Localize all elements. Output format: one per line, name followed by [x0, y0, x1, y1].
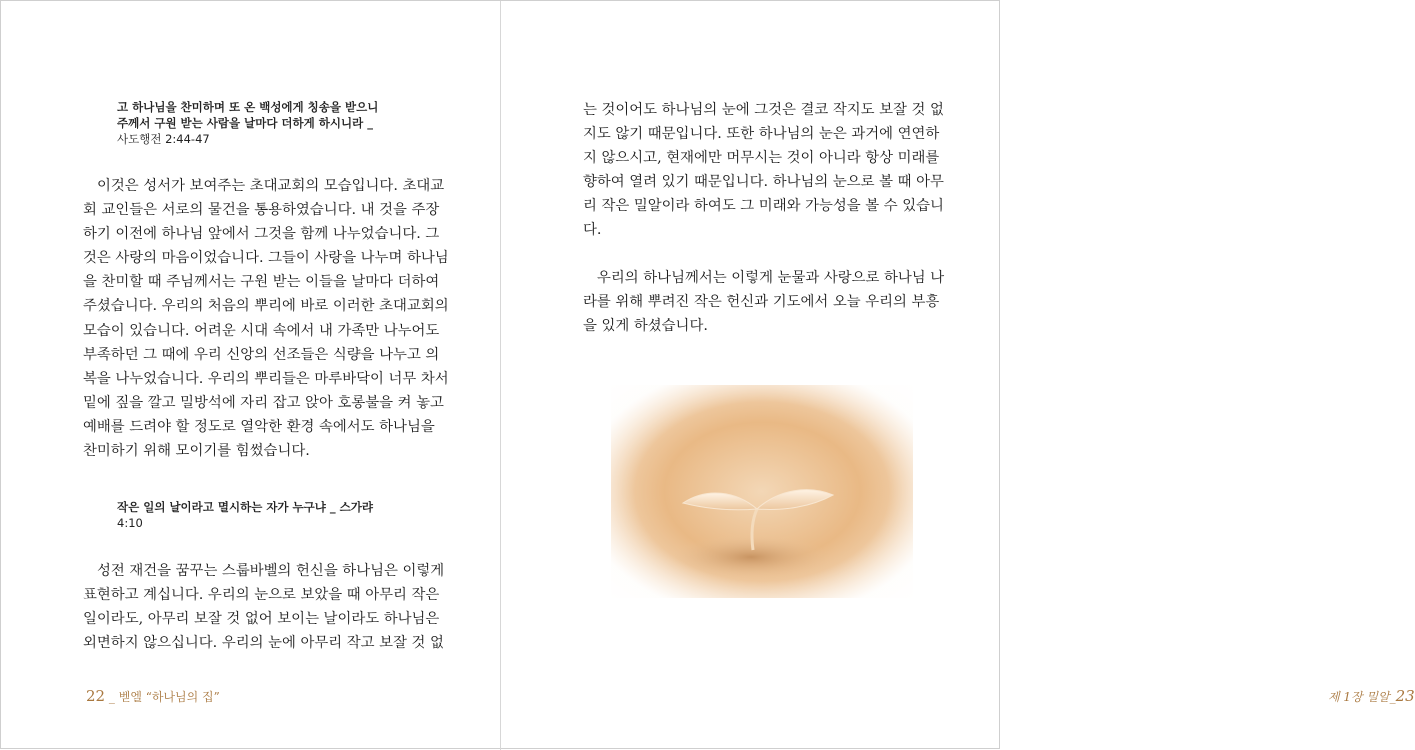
scripture-quote-acts: [117, 99, 378, 147]
text-line: 외면하지 않으십니다. 우리의 눈에 아무리 작고 보잘 것 없: [83, 635, 444, 652]
running-title: _ 벧엘 “하나님의 집”: [105, 690, 220, 704]
text-line: 찬미하기 위해 모이기를 힘썼습니다.: [83, 443, 310, 460]
body-paragraph-2: [83, 559, 444, 655]
text-line: 성전 재건을 꿈꾸는 스룹바벨의 헌신을 하나님은 이렇게: [97, 563, 445, 579]
text-line: 일이라도, 아무리 보잘 것 없어 보이는 날이라도 하나님은: [83, 611, 440, 628]
text-line: 밑에 짚을 깔고 밀방석에 자리 잡고 앉아 호롱불을 켜 놓고: [83, 394, 444, 411]
text-line: 지도 않기 때문입니다. 또한 하나님의 눈은 과거에 연연하: [583, 126, 940, 143]
text-line: 부족하던 그 때에 우리 신앙의 선조들은 식량을 나누고 의: [83, 346, 440, 363]
body-paragraph-4: [583, 266, 944, 338]
quote-reference: 4:10: [117, 516, 143, 530]
page-folio-left: [86, 687, 220, 705]
text-line: 모습이 있습니다. 어려운 시대 속에서 내 가족만 나누어도: [83, 322, 440, 339]
text-line: 표현하고 계십니다. 우리의 눈으로 보았을 때 아무리 작은: [83, 587, 440, 604]
text-line: 을 있게 하셨습니다.: [583, 318, 708, 335]
quote-reference: 사도행전 2:44-47: [117, 132, 210, 146]
quote-line: 작은 일의 날이라고 멸시하는 자가 누구냐 _ 스가랴: [117, 500, 373, 514]
text-line: 지 않으시고, 현재에만 머무시는 것이 아니라 항상 미래를: [583, 150, 940, 167]
text-line: 리 작은 밀알이라 하여도 그 미래와 가능성을 볼 수 있습니: [583, 198, 944, 215]
quote-line: 주께서 구원 받는 사람을 날마다 더하게 하시니라 _: [117, 116, 373, 130]
quote-line: 고 하나님을 찬미하며 또 온 백성에게 칭송을 받으니: [117, 100, 379, 114]
text-line: 향하여 열려 있기 때문입니다. 하나님의 눈으로 볼 때 아무: [583, 174, 944, 191]
text-line: 회 교인들은 서로의 물건을 통용하였습니다. 내 것을 주장: [83, 202, 440, 219]
page-folio-right: [1328, 687, 1415, 705]
text-line: 주셨습니다. 우리의 처음의 뿌리에 바로 이러한 초대교회의: [83, 298, 449, 315]
right-page: [501, 1, 1415, 750]
text-line: 우리의 하나님께서는 이렇게 눈물과 사랑으로 하나님 나: [597, 270, 945, 286]
text-line: 을 찬미할 때 주님께서는 구원 받는 이들을 날마다 더하여: [83, 274, 440, 291]
text-line: 다.: [583, 222, 602, 239]
left-page: [1, 1, 500, 750]
scripture-quote-zechariah: [117, 499, 373, 531]
body-paragraph-1: [83, 174, 449, 463]
sprout-seedling-image: [611, 385, 913, 598]
text-line: 이것은 성서가 보여주는 초대교회의 모습입니다. 초대교: [97, 178, 445, 194]
text-line: 라를 위해 뿌려진 작은 헌신과 기도에서 오늘 우리의 부흥: [583, 294, 940, 311]
body-paragraph-3: [583, 98, 944, 243]
text-line: 것은 사랑의 마음이었습니다. 그들이 사랑을 나누며 하나님: [83, 250, 449, 267]
running-title: 제 1장 밀알_: [1328, 690, 1396, 704]
text-line: 복을 나누었습니다. 우리의 뿌리들은 마루바닥이 너무 차서: [83, 370, 449, 387]
text-line: 하기 이전에 하나님 앞에서 그것을 함께 나누었습니다. 그: [83, 226, 440, 243]
text-line: 예배를 드려야 할 정도로 열악한 환경 속에서도 하나님을: [83, 418, 435, 435]
page-number: 23: [1395, 687, 1415, 705]
text-line: 는 것이어도 하나님의 눈에 그것은 결코 작지도 보잘 것 없: [583, 102, 944, 118]
page-number: 22: [86, 687, 106, 705]
